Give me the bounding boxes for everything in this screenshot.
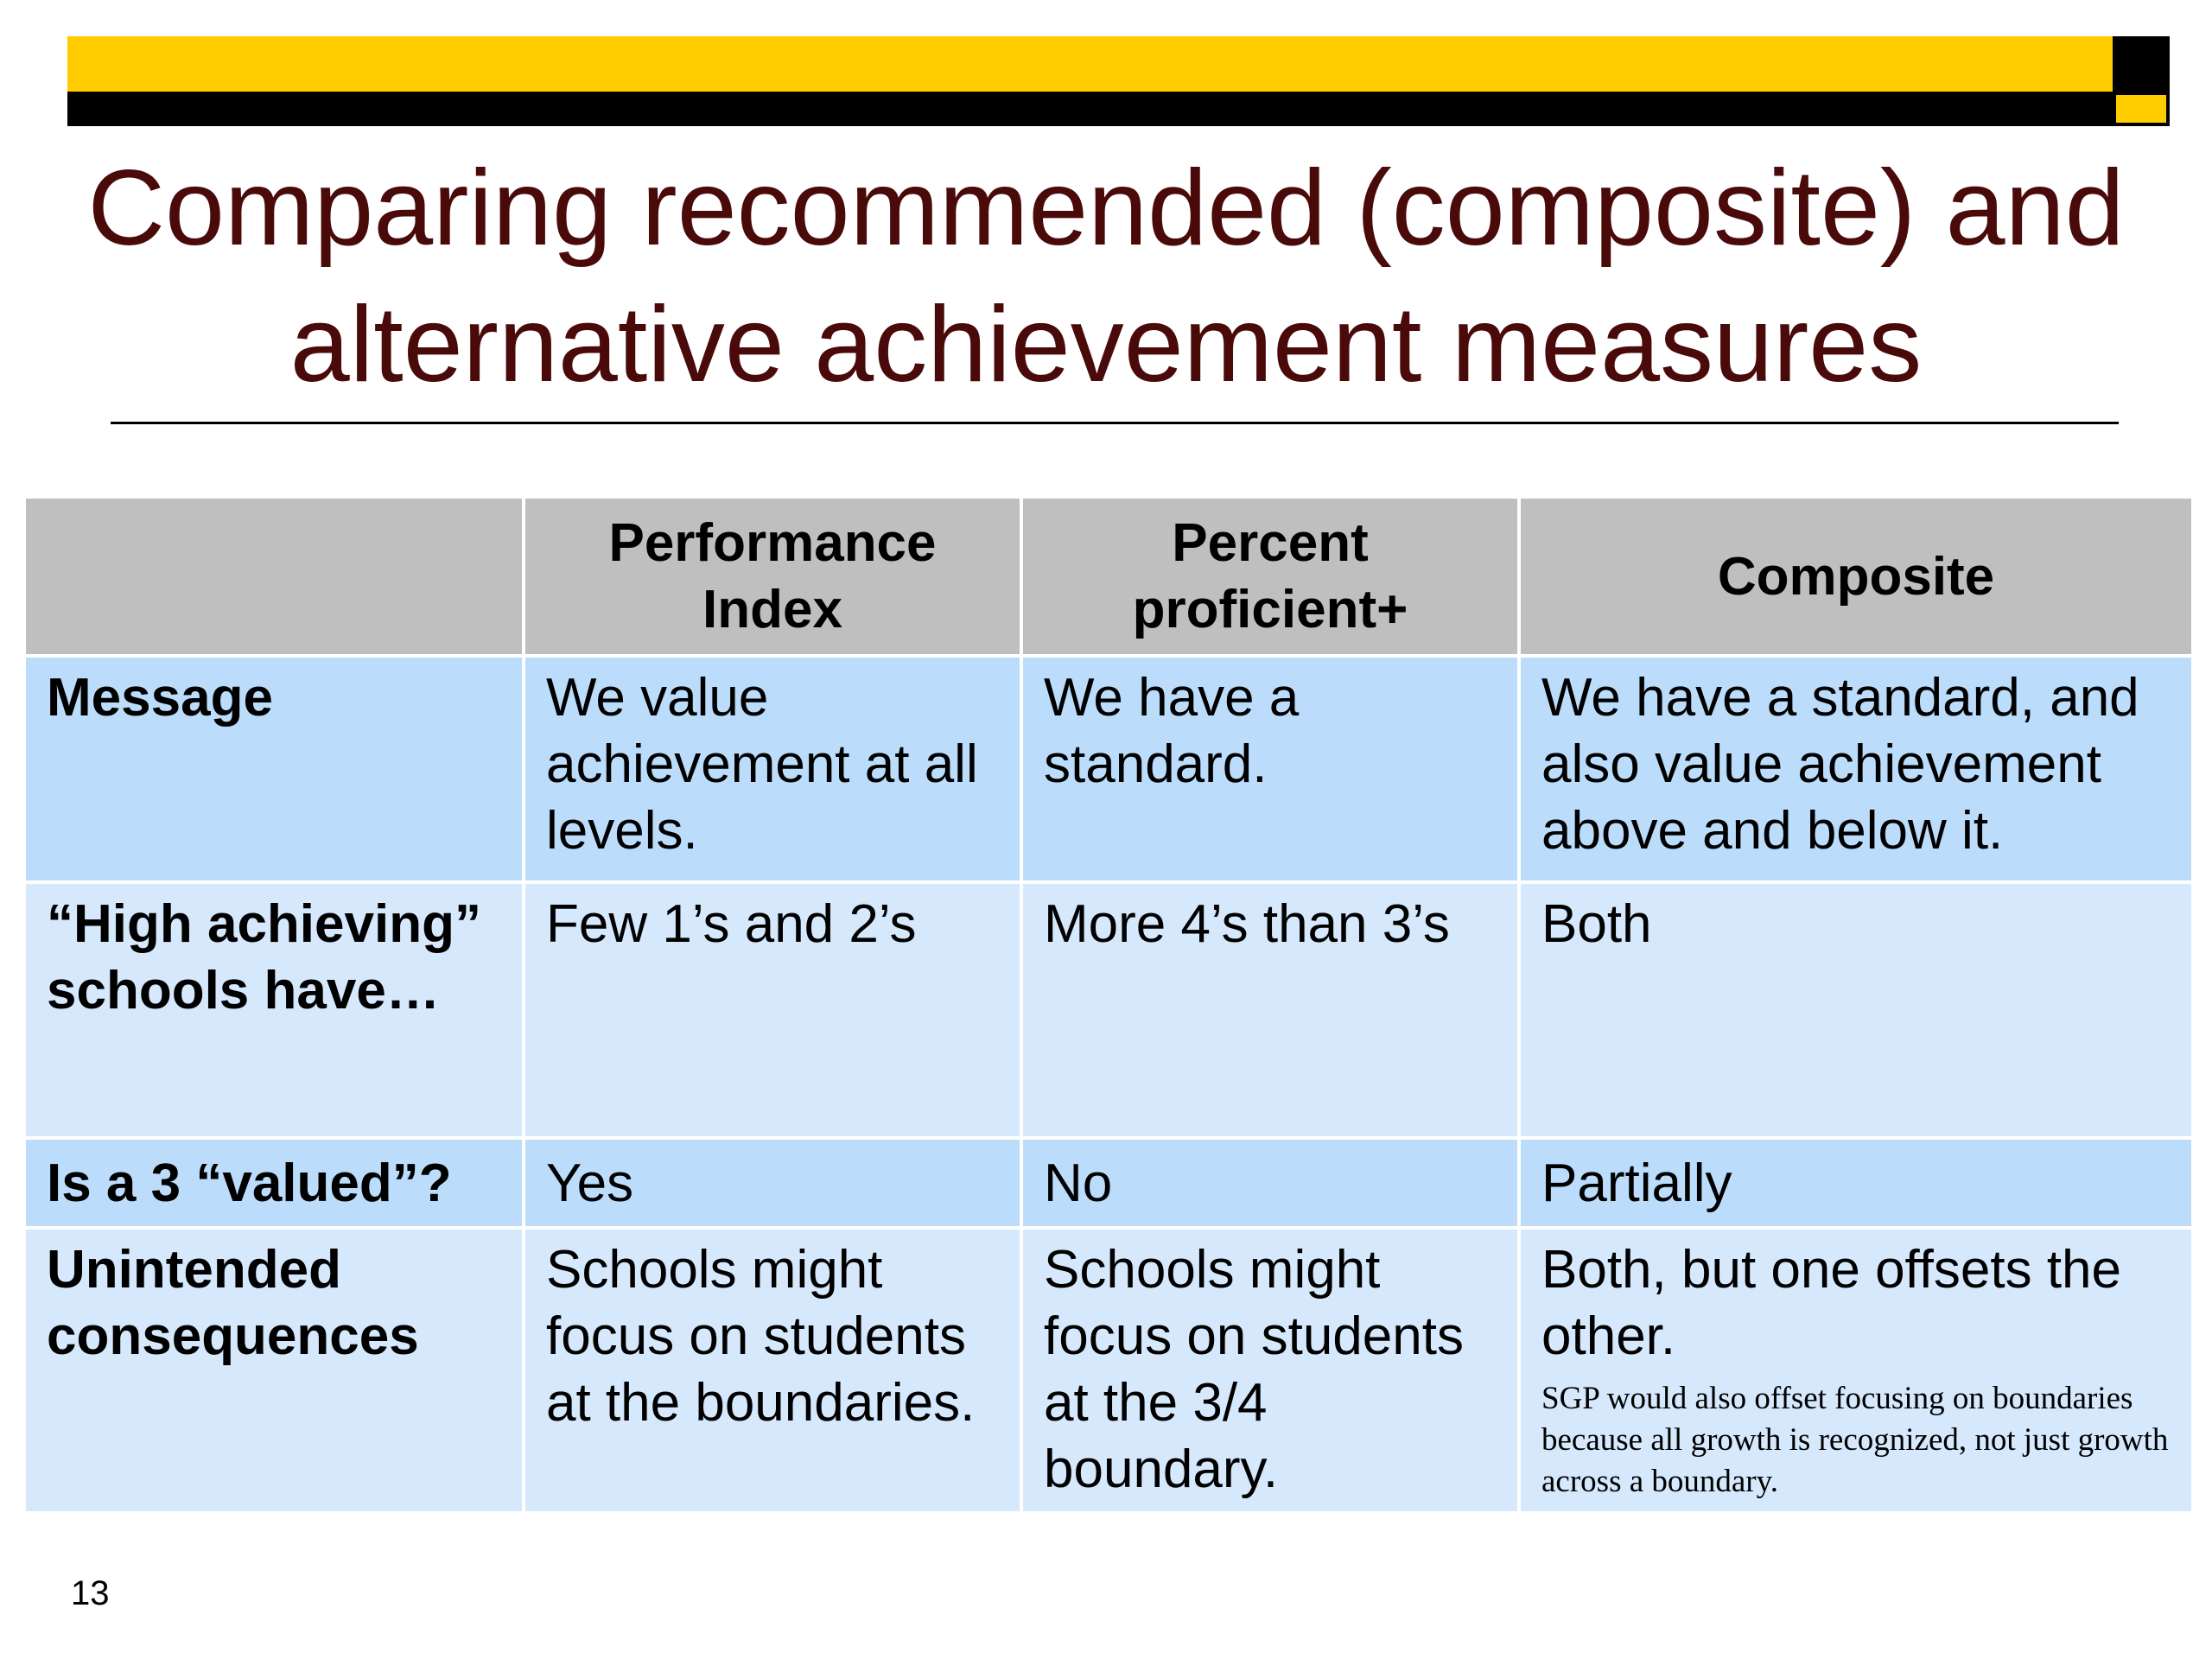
page-number: 13 — [71, 1574, 110, 1612]
row-label-message: Message — [24, 656, 524, 882]
row-label-high-achieving: “High achieving” schools have… — [24, 882, 524, 1138]
cell-performance-index: Schools might focus on students at the boundaries. — [524, 1228, 1021, 1513]
cell-performance-index: Yes — [524, 1138, 1021, 1228]
cell-performance-index: We value achievement at all levels. — [524, 656, 1021, 882]
header-bar-end-square — [2116, 95, 2166, 123]
header-performance-index: Performance Index — [524, 497, 1021, 656]
row-label-is-3-valued: Is a 3 “valued”? — [24, 1138, 524, 1228]
header-bar-yellow — [67, 36, 2113, 92]
header-cell-empty — [24, 497, 524, 656]
sgp-footnote: SGP would also offset focusing on boundaries because all growth is recognized, not just growth across a boundary. — [1541, 1381, 2169, 1499]
slide-title-line-2: alternative achievement measures — [289, 285, 1923, 404]
table-row — [24, 1228, 2193, 1513]
slide-title — [52, 140, 2160, 413]
cell-percent-proficient: More 4’s than 3’s — [1021, 882, 1519, 1138]
cell-percent-proficient: No — [1021, 1138, 1519, 1228]
table-row — [24, 882, 2193, 1138]
header-bar-black — [67, 92, 2113, 126]
cell-performance-index: Few 1’s and 2’s — [524, 882, 1021, 1138]
table-header-row — [24, 497, 2193, 656]
cell-composite — [1519, 1228, 2193, 1513]
header-percent-proficient: Percent proficient+ — [1021, 497, 1519, 656]
table-row — [24, 656, 2193, 882]
header-composite: Composite — [1519, 497, 2193, 656]
comparison-table — [22, 495, 2195, 1515]
cell-percent-proficient: We have a standard. — [1021, 656, 1519, 882]
slide-title-line-1: Comparing recommended (composite) and — [87, 149, 2125, 268]
row-label-unintended-consequences: Unintended consequences — [24, 1228, 524, 1513]
cell-composite-text: Both, but one offsets the other. — [1541, 1240, 2122, 1366]
cell-composite: Both — [1519, 882, 2193, 1138]
title-divider — [111, 422, 2119, 424]
cell-composite: Partially — [1519, 1138, 2193, 1228]
cell-composite: We have a standard, and also value achievement above and below it. — [1519, 656, 2193, 882]
table-row — [24, 1138, 2193, 1228]
cell-percent-proficient: Schools might focus on students at the 3/4 boundary. — [1021, 1228, 1519, 1513]
